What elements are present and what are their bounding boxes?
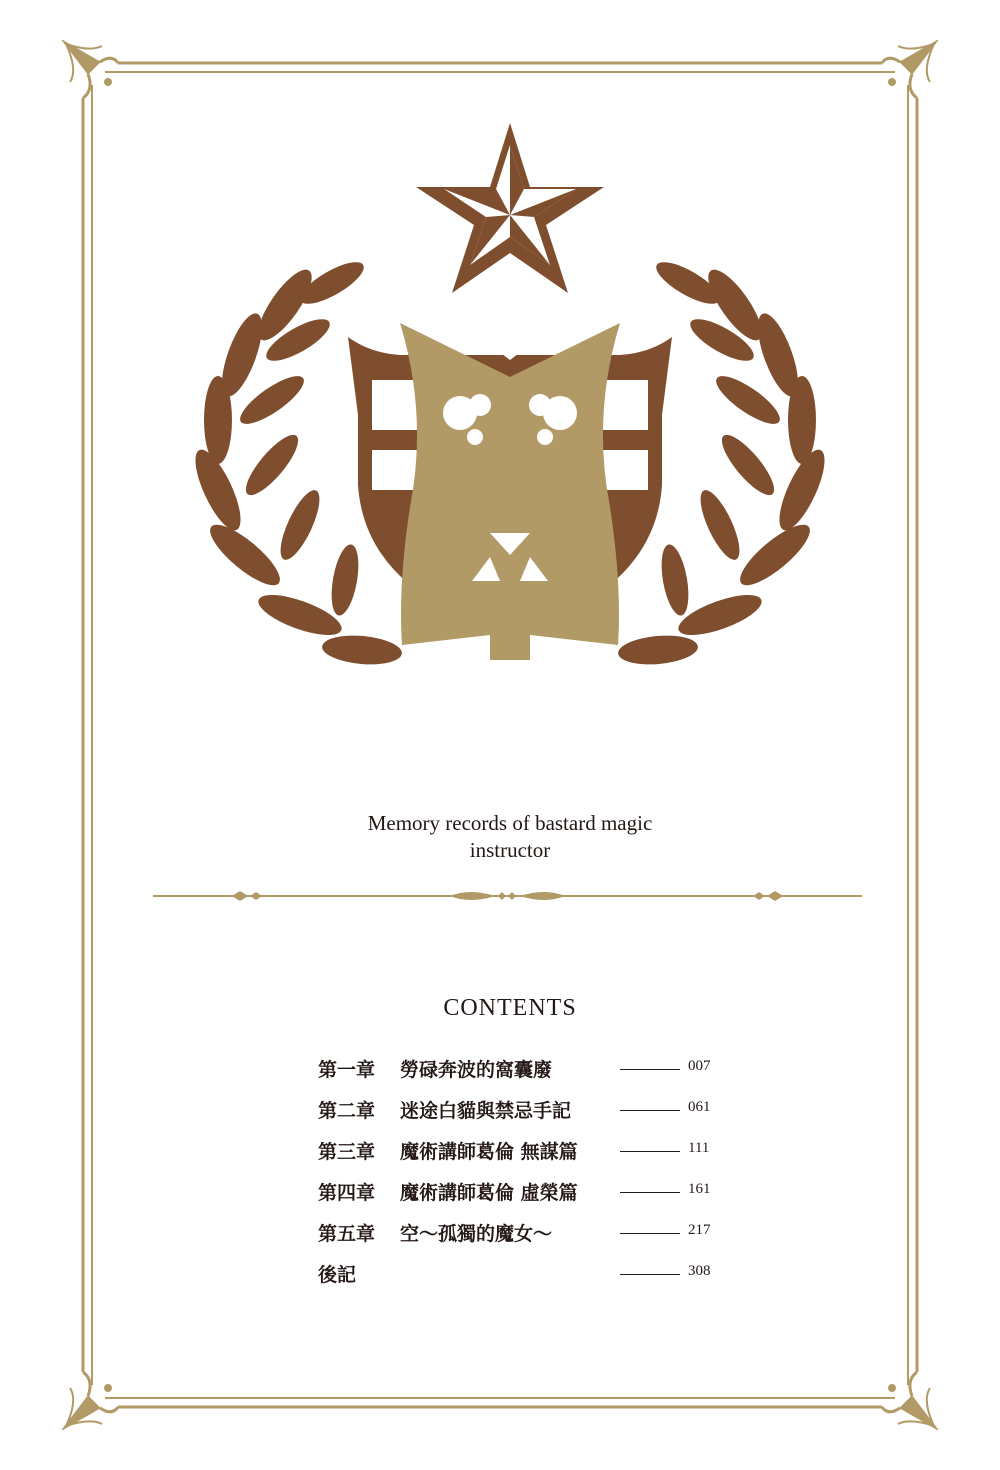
toc-chapter-label: 後記 — [318, 1264, 357, 1286]
toc-page-number: 217 — [688, 1222, 711, 1238]
subtitle-line-2: instructor — [469, 838, 551, 862]
table-of-contents — [318, 1055, 738, 1301]
toc-chapter-label: 第二章 — [318, 1100, 376, 1122]
toc-page-number: 061 — [688, 1099, 711, 1115]
toc-page-number: 161 — [688, 1181, 711, 1197]
toc-leader-line — [620, 1233, 680, 1234]
academy-emblem-icon — [190, 115, 830, 685]
toc-chapter-title: 魔術講師葛倫 無謀篇 — [400, 1141, 578, 1163]
toc-page-number: 007 — [688, 1058, 711, 1074]
toc-chapter-label: 第四章 — [318, 1182, 376, 1204]
toc-item[interactable] — [318, 1219, 738, 1260]
toc-leader-line — [620, 1151, 680, 1152]
toc-leader-line — [620, 1110, 680, 1111]
toc-leader-line — [620, 1069, 680, 1070]
toc-item[interactable] — [318, 1178, 738, 1219]
toc-item[interactable] — [318, 1260, 738, 1301]
toc-item[interactable] — [318, 1096, 738, 1137]
toc-item[interactable] — [318, 1137, 738, 1178]
toc-chapter-title: 勞碌奔波的窩囊廢 — [400, 1059, 553, 1081]
book-subtitle — [250, 810, 770, 864]
star-icon — [416, 123, 604, 293]
toc-chapter-title: 魔術講師葛倫 虛榮篇 — [400, 1182, 578, 1204]
toc-page-number: 111 — [688, 1140, 710, 1156]
ornamental-divider-icon — [150, 880, 865, 912]
toc-chapter-label: 第三章 — [318, 1141, 376, 1163]
toc-chapter-label: 第五章 — [318, 1223, 376, 1245]
toc-chapter-label: 第一章 — [318, 1059, 376, 1081]
toc-leader-line — [620, 1274, 680, 1275]
toc-item[interactable] — [318, 1055, 738, 1096]
toc-leader-line — [620, 1192, 680, 1193]
toc-chapter-title: 空～孤獨的魔女～ — [400, 1223, 553, 1245]
subtitle-line-1: Memory records of bastard magic — [367, 811, 653, 835]
toc-page-number: 308 — [688, 1263, 711, 1279]
toc-chapter-title: 迷途白貓與禁忌手記 — [400, 1100, 572, 1122]
contents-heading: CONTENTS — [443, 995, 577, 1021]
